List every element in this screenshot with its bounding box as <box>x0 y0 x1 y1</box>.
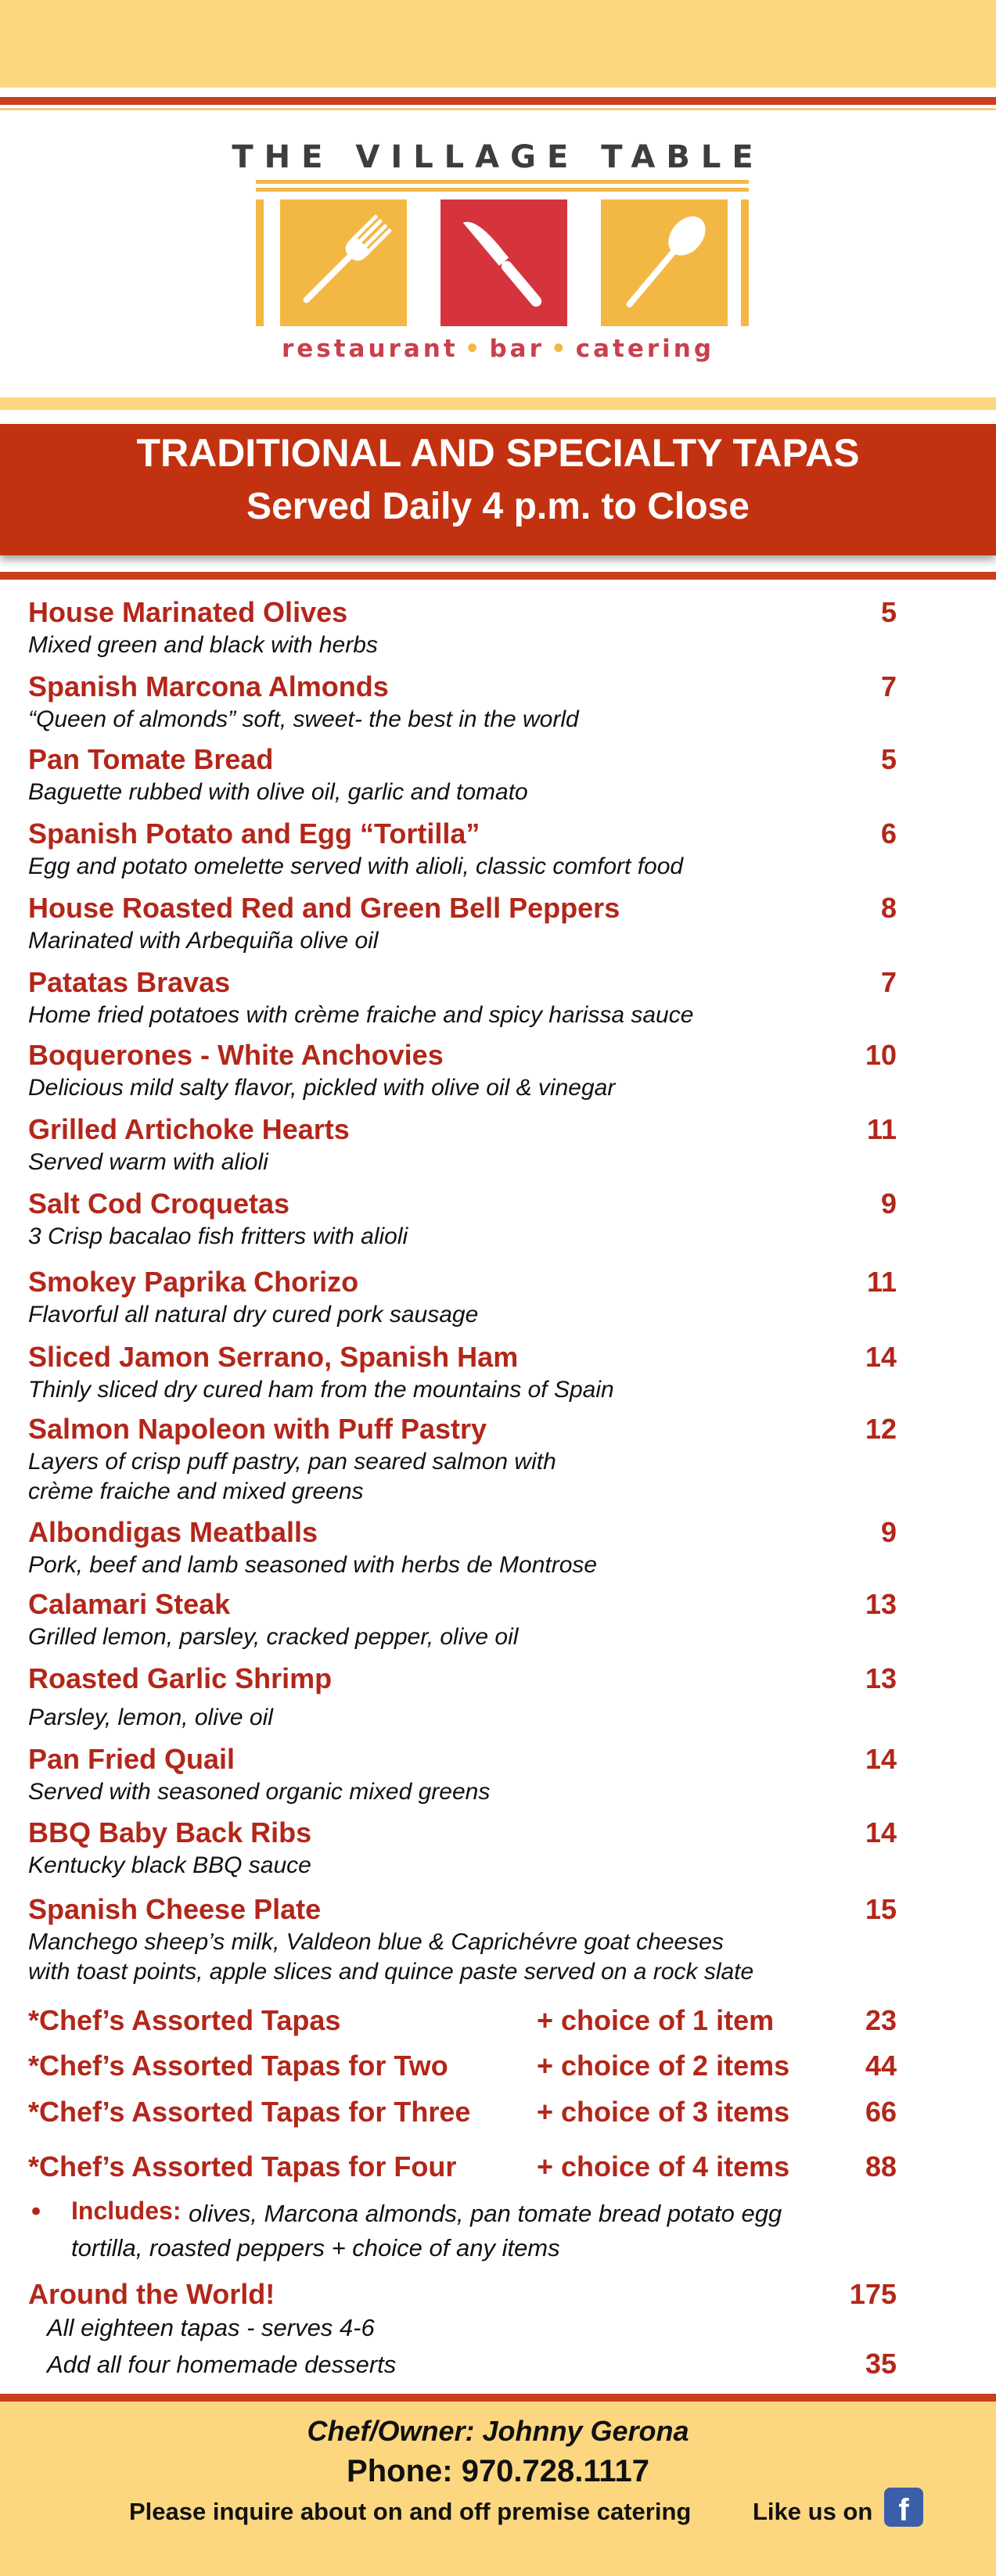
catering-note: Please inquire about on and off premise catering <box>129 2498 692 2525</box>
chef-assortment-choice: + choice of 4 items <box>537 2150 790 2183</box>
item-name: BBQ Baby Back Ribs <box>28 1816 312 1848</box>
chef-assortment-price: 23 <box>865 2004 897 2036</box>
logo-tagline <box>0 335 996 363</box>
logo-rules <box>256 180 749 196</box>
item-name: Spanish Marcona Almonds <box>28 670 389 702</box>
tagline-restaurant: restaurant <box>281 335 458 363</box>
item-price: 13 <box>865 1662 897 1694</box>
item-price: 7 <box>880 966 897 998</box>
item-name: Grilled Artichoke Hearts <box>28 1113 350 1145</box>
item-description: Marinated with Arbequiña olive oil <box>28 928 379 954</box>
knife-icon <box>440 199 567 326</box>
item-description-line: with toast points, apple slices and quince paste served on a rock slate <box>28 1959 754 1985</box>
menu-subtitle: Served Daily 4 p.m. to Close <box>246 486 750 527</box>
item-name: Smokey Paprika Chorizo <box>28 1266 359 1298</box>
item-name: Albondigas Meatballs <box>28 1516 318 1548</box>
facebook-icon[interactable]: f <box>884 2488 923 2527</box>
item-description: Delicious mild salty flavor, pickled with olive oil & vinegar <box>28 1075 616 1101</box>
chef-assortment-name: *Chef’s Assorted Tapas for Three <box>28 2096 471 2128</box>
item-description: Grilled lemon, parsley, cracked pepper, olive oil <box>28 1624 519 1650</box>
item-description: Parsley, lemon, olive oil <box>28 1705 273 1730</box>
item-name: Spanish Cheese Plate <box>28 1893 322 1925</box>
item-description: “Queen of almonds” soft, sweet- the best in the world <box>28 706 579 732</box>
item-price: 14 <box>865 1816 897 1848</box>
item-name: Spanish Potato and Egg “Tortilla” <box>28 817 480 850</box>
tagline-separator: • <box>464 335 484 363</box>
item-description: Served warm with alioli <box>28 1149 268 1175</box>
spoon-icon <box>601 199 728 326</box>
item-description: 3 Crisp bacalao fish fritters with alioli <box>28 1223 408 1249</box>
chef-assortment-price: 44 <box>865 2050 897 2082</box>
item-name: Salt Cod Croquetas <box>28 1187 290 1220</box>
item-name: Pan Fried Quail <box>28 1743 236 1775</box>
includes-label: Includes: <box>71 2197 182 2225</box>
item-description: Served with seasoned organic mixed greens <box>28 1779 491 1805</box>
item-price: 10 <box>865 1039 897 1071</box>
around-the-world-price: 175 <box>849 2278 897 2310</box>
item-description: Pork, beef and lamb seasoned with herbs de Montrose <box>28 1552 598 1578</box>
phone-number: Phone: 970.728.1117 <box>347 2454 649 2488</box>
item-price: 13 <box>865 1588 897 1620</box>
item-description: Baguette rubbed with olive oil, garlic and tomato <box>28 779 528 805</box>
around-the-world-detail: All eighteen tapas - serves 4-6 <box>47 2314 375 2341</box>
item-description: Mixed green and black with herbs <box>28 632 378 658</box>
item-description-line: Manchego sheep’s milk, Valdeon blue & Caprichévre goat cheeses <box>28 1929 724 1955</box>
item-price: 15 <box>865 1893 897 1925</box>
item-price: 7 <box>880 670 897 702</box>
fork-icon <box>280 199 407 326</box>
menu-title: TRADITIONAL AND SPECIALTY TAPAS <box>136 431 860 475</box>
dessert-addon-price: 35 <box>865 2348 897 2380</box>
footer-divider <box>0 2394 996 2402</box>
top-color-band <box>0 0 996 88</box>
item-price: 11 <box>866 1113 897 1145</box>
item-price: 6 <box>880 817 897 850</box>
item-description: Thinly sliced dry cured ham from the mountains of Spain <box>28 1377 614 1403</box>
banner-divider <box>0 572 996 580</box>
item-price: 11 <box>866 1266 897 1298</box>
tagline-bar: bar <box>489 335 545 363</box>
chef-assortment-choice: + choice of 3 items <box>537 2096 790 2128</box>
like-us-label: Like us on <box>753 2498 873 2525</box>
item-price: 12 <box>865 1413 897 1445</box>
banner-top-band <box>0 397 996 410</box>
item-name: Sliced Jamon Serrano, Spanish Ham <box>28 1341 519 1373</box>
item-price: 5 <box>880 596 897 628</box>
item-description: Egg and potato omelette served with alioli, classic comfort food <box>28 853 684 879</box>
item-price: 8 <box>880 892 897 924</box>
includes-text: olives, Marcona almonds, pan tomate bread potato egg tortilla, roasted peppers + choice of any items <box>71 2200 782 2262</box>
item-name: Roasted Garlic Shrimp <box>28 1662 333 1694</box>
item-name: Calamari Steak <box>28 1588 231 1620</box>
chef-assortment-choice: + choice of 2 items <box>537 2050 790 2082</box>
chef-assortment-name: *Chef’s Assorted Tapas for Four <box>28 2150 457 2183</box>
logo-title: THE VILLAGE TABLE <box>232 139 764 175</box>
item-name: Boquerones - White Anchovies <box>28 1039 444 1071</box>
item-name: Pan Tomate Bread <box>28 743 274 775</box>
chef-assortment-name: *Chef’s Assorted Tapas <box>28 2004 341 2036</box>
item-description: Home fried potatoes with crème fraiche and spicy harissa sauce <box>28 1002 694 1028</box>
item-description-line: crème fraiche and mixed greens <box>28 1478 364 1504</box>
item-description: Kentucky black BBQ sauce <box>28 1852 311 1878</box>
top-divider-thin <box>0 108 996 110</box>
item-name: Patatas Bravas <box>28 966 231 998</box>
logo-pillar <box>741 199 749 326</box>
dessert-addon: Add all four homemade desserts <box>47 2351 397 2378</box>
chef-owner: Chef/Owner: Johnny Gerona <box>307 2415 689 2447</box>
item-description <box>28 1447 556 1507</box>
item-price: 9 <box>880 1516 897 1548</box>
item-name: House Marinated Olives <box>28 596 348 628</box>
item-price: 5 <box>880 743 897 775</box>
item-price: 9 <box>880 1187 897 1220</box>
item-description <box>28 1928 753 1987</box>
item-description-line: Layers of crisp puff pastry, pan seared salmon with <box>28 1449 556 1475</box>
chef-assortment-price: 88 <box>865 2150 897 2183</box>
item-name: Salmon Napoleon with Puff Pastry <box>28 1413 487 1445</box>
tagline-catering: catering <box>575 335 715 363</box>
around-the-world-name: Around the World! <box>28 2278 275 2310</box>
item-price: 14 <box>865 1743 897 1775</box>
item-description: Flavorful all natural dry cured pork sausage <box>28 1302 479 1328</box>
item-name: House Roasted Red and Green Bell Peppers <box>28 892 620 924</box>
chef-assortment-name: *Chef’s Assorted Tapas for Two <box>28 2050 448 2082</box>
top-divider <box>0 97 996 105</box>
bullet-icon: • <box>28 2197 45 2228</box>
item-price: 14 <box>865 1341 897 1373</box>
chef-assortment-price: 66 <box>865 2096 897 2128</box>
tagline-separator: • <box>550 335 570 363</box>
logo-pillar <box>256 199 264 326</box>
chef-assortment-choice: + choice of 1 item <box>537 2004 775 2036</box>
